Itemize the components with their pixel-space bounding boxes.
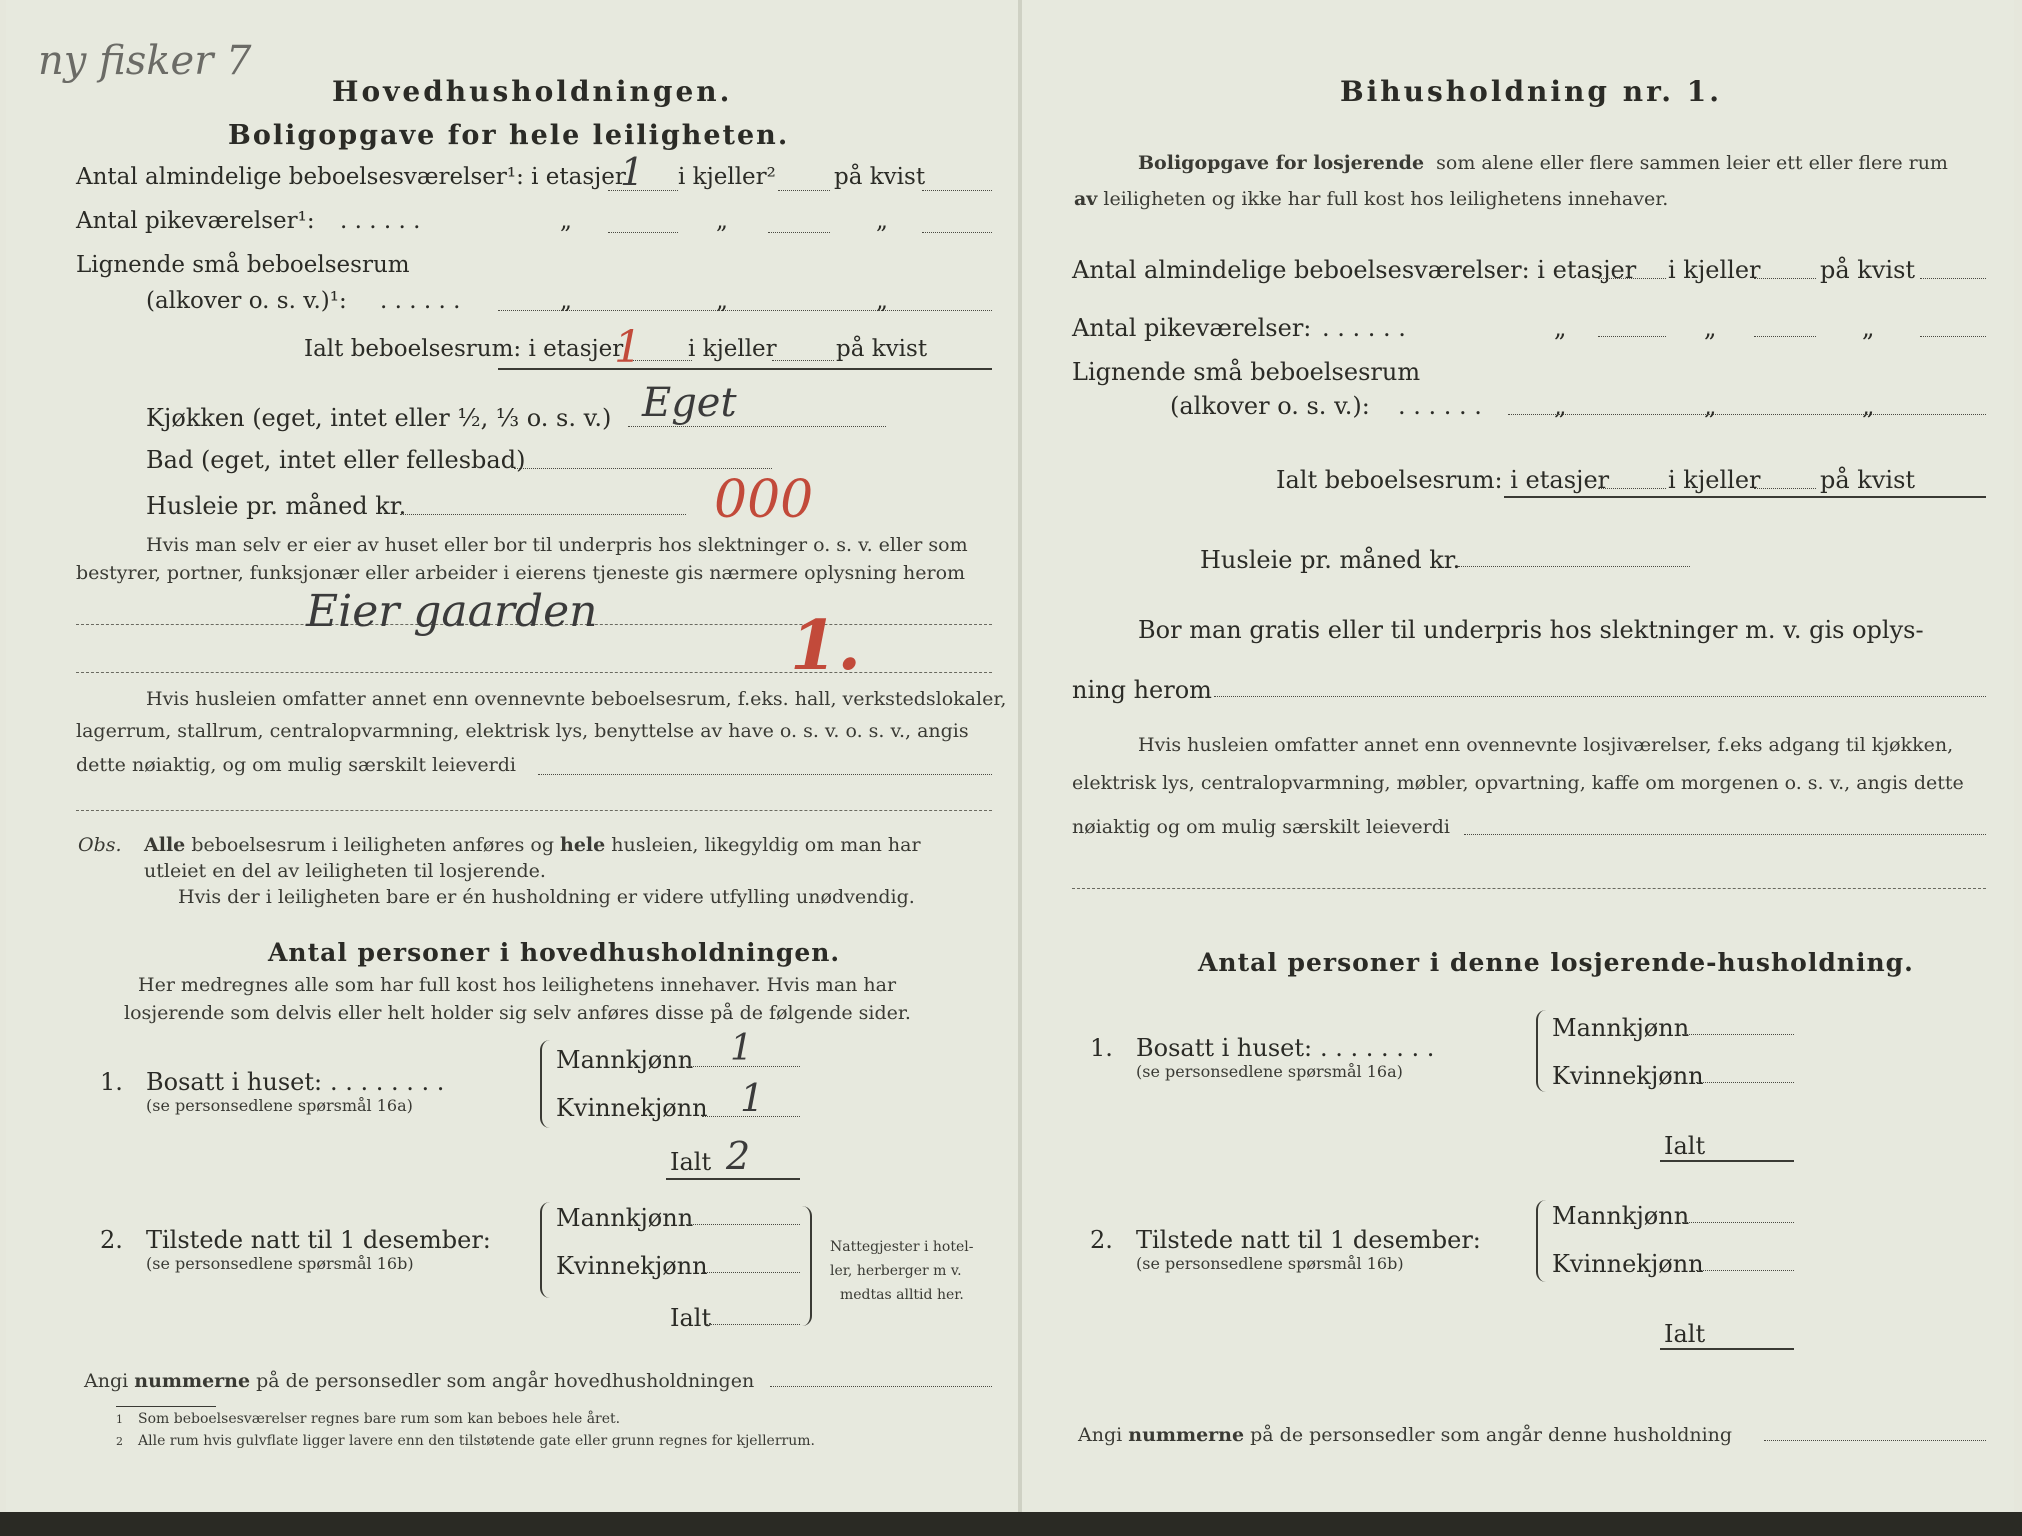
right-q1-ialt-label: Ialt [1664,1132,1706,1160]
value-eier-red-mark: 1. [790,606,861,686]
q2-sub: (se personsedlene spørsmål 16b) [146,1254,414,1273]
right-q1-kvinne-label: Kvinnekjønn [1552,1062,1704,1090]
q2-brace [540,1202,552,1298]
right-q2-number: 2. [1090,1226,1113,1254]
value-ialt-etasjer: 1 [614,322,642,373]
obs-text-1: Alle beboelsesrum i leiligheten anføres og hele husleien, likegyldig om man har [144,834,921,856]
footnote-1: Som beboelsesværelser regnes bare rum som kan beboes hele året. [138,1411,621,1427]
field-leieverdi-2[interactable] [76,810,992,811]
right-husleien-2: elektrisk lys, centralopvarmning, møbler, opvartning, kaffe om morgenen o. s. v., angis dette [1072,772,1964,794]
footnote-rule [116,1406,216,1407]
dots: . . . . . . [380,288,461,314]
scan-border [0,1512,2022,1536]
field-kvist[interactable] [922,190,992,191]
dots: . . . . . . . . [330,1068,445,1096]
right-q2-sub: (se personsedlene spørsmål 16b) [1136,1254,1404,1273]
obs-text-2: utleiet en del av leiligheten til losjerende. [144,860,546,882]
q1-brace [540,1040,552,1128]
right-q2-kvinne-label: Kvinnekjønn [1552,1250,1704,1278]
value-eier: Eier gaarden [306,586,598,637]
ditto-mark: „ [1704,314,1717,342]
husleien-text-1: Hvis husleien omfatter annet enn ovennevnte beboelsesrum, f.eks. hall, verkstedslokaler, [146,688,1007,710]
right-antal-heading: Antal personer i denne losjerende-husholdning. [1198,948,1914,977]
right-label-lignende: Lignende små beboelsesrum [1072,358,1421,386]
right-q1-label: Bosatt i huset: [1136,1034,1313,1062]
field-bad[interactable] [514,468,772,469]
antal-heading: Antal personer i hovedhusholdningen. [268,938,841,967]
field-alkover[interactable] [498,310,992,311]
field-kjeller[interactable] [778,190,830,191]
right-field-kjeller[interactable] [1754,278,1816,279]
field-angi[interactable] [770,1386,992,1387]
footnote-2-marker: 2 [116,1435,123,1448]
ditto-mark: „ [716,288,728,314]
right-field-pike-kvist[interactable] [1920,336,1986,337]
right-label-husleie: Husleie pr. måned kr. [1200,546,1461,574]
right-field-pike-etasjer[interactable] [1598,336,1666,337]
value-kjokken: Eget [642,380,737,426]
field-pike-etasjer[interactable] [608,232,678,233]
right-q2-ialt-field[interactable] [1660,1348,1794,1350]
label-ialt-kjeller: i kjeller [688,336,777,362]
right-q2-kvinne-field[interactable] [1696,1270,1794,1271]
right-field-ialt-kjeller[interactable] [1754,488,1816,489]
field-kjokken[interactable] [628,426,886,427]
label-almindelige: Antal almindelige beboelsesværelser¹: i etasjer [76,164,626,190]
q2-right-brace [800,1206,812,1326]
right-field-alkover[interactable] [1508,414,1986,415]
q1-label: Bosatt i huset: [146,1068,323,1096]
q1-sub: (se personsedlene spørsmål 16a) [146,1096,413,1115]
right-label-kjeller: i kjeller [1668,256,1761,284]
label-alkover: (alkover o. s. v.)¹: [146,288,347,314]
label-bad: Bad (eget, intet eller fellesbad) [146,446,526,474]
q2-mann-label: Mannkjønn [556,1204,694,1232]
right-field-leieverdi-2[interactable] [1072,888,1986,889]
right-intro-1: Boligopgave for losjerende som alene eller flere sammen leier ett eller flere rum [1138,152,1948,174]
right-field-gratis[interactable] [1214,696,1986,697]
q1-ialt-value: 2 [726,1134,751,1178]
pencil-note: ny fisker 7 [38,38,252,84]
field-pike-kvist[interactable] [922,232,992,233]
eier-text-1: Hvis man selv er eier av huset eller bor til underpris hos slektninger o. s. v. eller som [146,534,968,556]
field-husleie[interactable] [400,514,686,515]
right-husleien-1: Hvis husleien omfatter annet enn ovennevnte losjiværelser, f.eks adgang til kjøkken, [1138,734,1954,756]
angi-text: Angi nummerne på de personsedler som angår hovedhusholdningen [84,1370,755,1392]
right-field-angi[interactable] [1764,1440,1986,1441]
right-label-ialt-kjeller: i kjeller [1668,466,1761,494]
ditto-mark: „ [716,208,728,234]
q2-ialt-field[interactable] [706,1324,800,1325]
right-field-kvist[interactable] [1920,278,1986,279]
value-etasjer: 1 [620,150,645,194]
antal-text-2: losjerende som delvis eller helt holder sig selv anføres disse på de følgende sider. [124,1002,911,1024]
dots: . . . . . . [1322,314,1406,342]
ditto-mark: „ [1862,314,1875,342]
right-q1-brace [1536,1010,1548,1092]
right-q1-mann-field[interactable] [1682,1034,1794,1035]
label-ialt-beboelsesrum: Ialt beboelsesrum: i etasjer [304,336,624,362]
page-fold [1018,0,1022,1536]
right-q2-ialt-label: Ialt [1664,1320,1706,1348]
footnote-2: Alle rum hvis gulvflate ligger lavere enn den tilstøtende gate eller grunn regnes for kjellerrum. [138,1433,815,1449]
ditto-mark: „ [560,208,572,234]
ditto-mark: „ [560,288,572,314]
obs-label: Obs. [78,834,122,856]
label-ialt-kvist: på kvist [836,336,928,362]
right-label-almindelige: Antal almindelige beboelsesværelser: i etasjer [1072,256,1637,284]
right-label-pike: Antal pikeværelser: [1072,314,1312,342]
dots: . . . . . . [340,208,421,234]
right-q1-number: 1. [1090,1034,1113,1062]
right-title: Bihusholdning nr. 1. [1340,75,1722,108]
right-underline-ialt [1504,496,1986,498]
value-husleie: 000 [714,470,814,530]
label-pikevaerelser: Antal pikeværelser¹: [76,208,315,234]
q1-kvinne-value: 1 [740,1076,765,1120]
q1-number: 1. [100,1068,123,1096]
right-q1-mann-label: Mannkjønn [1552,1014,1690,1042]
right-gratis-2: ning herom [1072,676,1212,704]
q1-kvinne-label: Kvinnekjønn [556,1094,708,1122]
ditto-mark: „ [1704,392,1717,420]
q2-ialt-label: Ialt [670,1304,712,1332]
q2-kvinne-label: Kvinnekjønn [556,1252,708,1280]
nattegjester-3: medtas alltid her. [840,1287,964,1303]
q1-mann-label: Mannkjønn [556,1046,694,1074]
ditto-mark: „ [876,288,888,314]
label-kjeller: i kjeller² [678,164,776,190]
ditto-mark: „ [1554,392,1567,420]
right-q2-mann-label: Mannkjønn [1552,1202,1690,1230]
right-q1-ialt-field[interactable] [1660,1160,1794,1162]
nattegjester-2: ler, herberger m v. [830,1263,962,1279]
right-field-pike-kjeller[interactable] [1754,336,1816,337]
ditto-mark: „ [1862,392,1875,420]
right-field-ialt-etasjer[interactable] [1598,488,1666,489]
right-label-alkover: (alkover o. s. v.): [1170,392,1370,420]
label-kvist: på kvist [834,164,926,190]
field-pike-kjeller[interactable] [768,232,830,233]
right-field-leieverdi[interactable] [1464,834,1986,835]
nattegjester-1: Nattegjester i hotel- [830,1239,974,1255]
q1-ialt-label: Ialt [670,1148,712,1176]
right-q2-brace [1536,1200,1548,1282]
ditto-mark: „ [876,208,888,234]
antal-text-1: Her medregnes alle som har full kost hos leilighetens innehaver. Hvis man har [138,974,897,996]
label-husleie: Husleie pr. måned kr. [146,492,407,520]
right-label-ialt-kvist: på kvist [1820,466,1916,494]
page-title: Hovedhusholdningen. [332,75,733,108]
q2-label: Tilstede natt til 1 desember: [146,1226,491,1254]
field-ialt-kjeller[interactable] [772,360,834,361]
label-kjokken: Kjøkken (eget, intet eller ½, ⅓ o. s. v.) [146,404,612,432]
eier-text-2: bestyrer, portner, funksjonær eller arbeider i eierens tjeneste gis nærmere oplysning herom [76,562,966,584]
dots: . . . . . . [1398,392,1482,420]
obs-text-3: Hvis der i leiligheten bare er én husholdning er videre utfylling unødvendig. [178,886,915,908]
right-gratis-1: Bor man gratis eller til underpris hos slektninger m. v. gis oplys- [1138,616,1924,644]
q2-number: 2. [100,1226,123,1254]
q1-ialt-field[interactable] [666,1178,800,1180]
right-q2-label: Tilstede natt til 1 desember: [1136,1226,1481,1254]
label-lignende: Lignende små beboelsesrum [76,252,410,278]
dots: . . . . . . . . [1320,1034,1435,1062]
right-angi-text: Angi nummerne på de personsedler som angår denne husholdning [1078,1424,1733,1446]
husleien-text-2: lagerrum, stallrum, centralopvarmning, elektrisk lys, benyttelse av have o. s. v. o. s. v., angis [76,720,969,742]
right-q1-kvinne-field[interactable] [1696,1082,1794,1083]
q2-kvinne-field[interactable] [702,1272,800,1273]
q2-mann-field[interactable] [686,1224,800,1225]
q1-mann-value: 1 [730,1028,753,1069]
right-q2-mann-field[interactable] [1682,1222,1794,1223]
husleien-text-3: dette nøiaktig, og om mulig særskilt leieverdi [76,754,516,776]
right-field-etasjer[interactable] [1598,278,1666,279]
footnote-1-marker: 1 [116,1413,123,1426]
page-subtitle: Boligopgave for hele leiligheten. [228,120,790,151]
right-intro-2: av leiligheten og ikke har full kost hos leilighetens innehaver. [1074,188,1669,210]
right-label-ialt: Ialt beboelsesrum: i etasjer [1276,466,1610,494]
field-leieverdi[interactable] [538,774,992,775]
right-q1-sub: (se personsedlene spørsmål 16a) [1136,1062,1403,1081]
field-eier-2[interactable] [76,672,992,673]
right-husleien-3: nøiaktig og om mulig særskilt leieverdi [1072,816,1450,838]
ditto-mark: „ [1554,314,1567,342]
right-page-bihusholdning [1020,0,2014,1512]
right-label-kvist: på kvist [1820,256,1916,284]
underline-ialt [498,368,992,370]
right-field-husleie[interactable] [1458,566,1690,567]
